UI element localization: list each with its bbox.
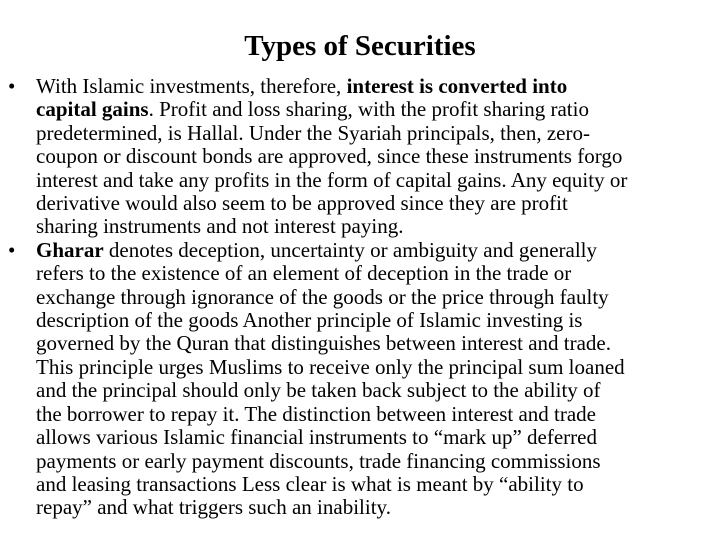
text-line	[36, 379, 720, 402]
bold-text: capital gains	[36, 97, 149, 122]
text-line	[36, 426, 720, 449]
text-line	[36, 75, 720, 98]
text: This principle urges Muslims to receive only the principal sum loaned	[36, 354, 625, 379]
text: denotes deception, uncertainty or ambiguity and generally	[103, 237, 597, 262]
text: description of the goods Another principle of Islamic investing is	[36, 308, 583, 333]
text: With Islamic investments, therefore,	[36, 74, 347, 98]
text: payments or early payment discounts, trade financing commissions	[36, 448, 601, 473]
text-line	[36, 122, 720, 145]
text: governed by the Quran that distinguishes between interest and trade.	[36, 331, 611, 356]
text-line	[36, 98, 720, 121]
text: coupon or discount bonds are approved, since these instruments forgo	[36, 144, 623, 169]
text: repay” and what triggers such an inability.	[36, 495, 391, 520]
text-line	[36, 309, 720, 332]
text: allows various Islamic financial instruments to “mark up” deferred	[36, 425, 597, 450]
text-line	[36, 286, 720, 309]
text: sharing instruments and not interest paying.	[36, 214, 404, 239]
text: . Profit and loss sharing, with the profit sharing ratio	[148, 97, 589, 122]
bullet-icon: •	[8, 237, 16, 262]
slide-body	[0, 75, 720, 520]
text-line	[36, 239, 720, 262]
text: refers to the existence of an element of deception in the trade or	[36, 261, 572, 286]
text: and leasing transactions Less clear is what is meant by “ability to	[36, 471, 584, 496]
bullet-item	[0, 75, 720, 239]
text-line	[36, 450, 720, 473]
text-line	[36, 356, 720, 379]
text-line	[36, 192, 720, 215]
slide-title: Types of Securities	[244, 30, 476, 62]
bold-text: interest is converted into	[346, 74, 568, 98]
text: and the principal should only be taken back subject to the ability of	[36, 378, 601, 403]
text-line	[36, 169, 720, 192]
text-line	[36, 145, 720, 168]
text-line	[36, 403, 720, 426]
text-line	[36, 496, 720, 519]
text: predetermined, is Hallal. Under the Syariah principals, then, zero-	[36, 120, 590, 145]
bullet-icon: •	[8, 74, 16, 98]
text: interest and take any profits in the form of capital gains. Any equity or	[36, 167, 628, 192]
bold-text: Gharar	[36, 237, 104, 262]
text-line	[36, 332, 720, 355]
text-line	[36, 215, 720, 238]
text: the borrower to repay it. The distinction between interest and trade	[36, 401, 597, 426]
text-line	[36, 262, 720, 285]
text: exchange through ignorance of the goods or the price through faulty	[36, 284, 609, 309]
text: derivative would also seem to be approved since they are profit	[36, 191, 568, 216]
text-line	[36, 473, 720, 496]
bullet-item	[0, 239, 720, 520]
